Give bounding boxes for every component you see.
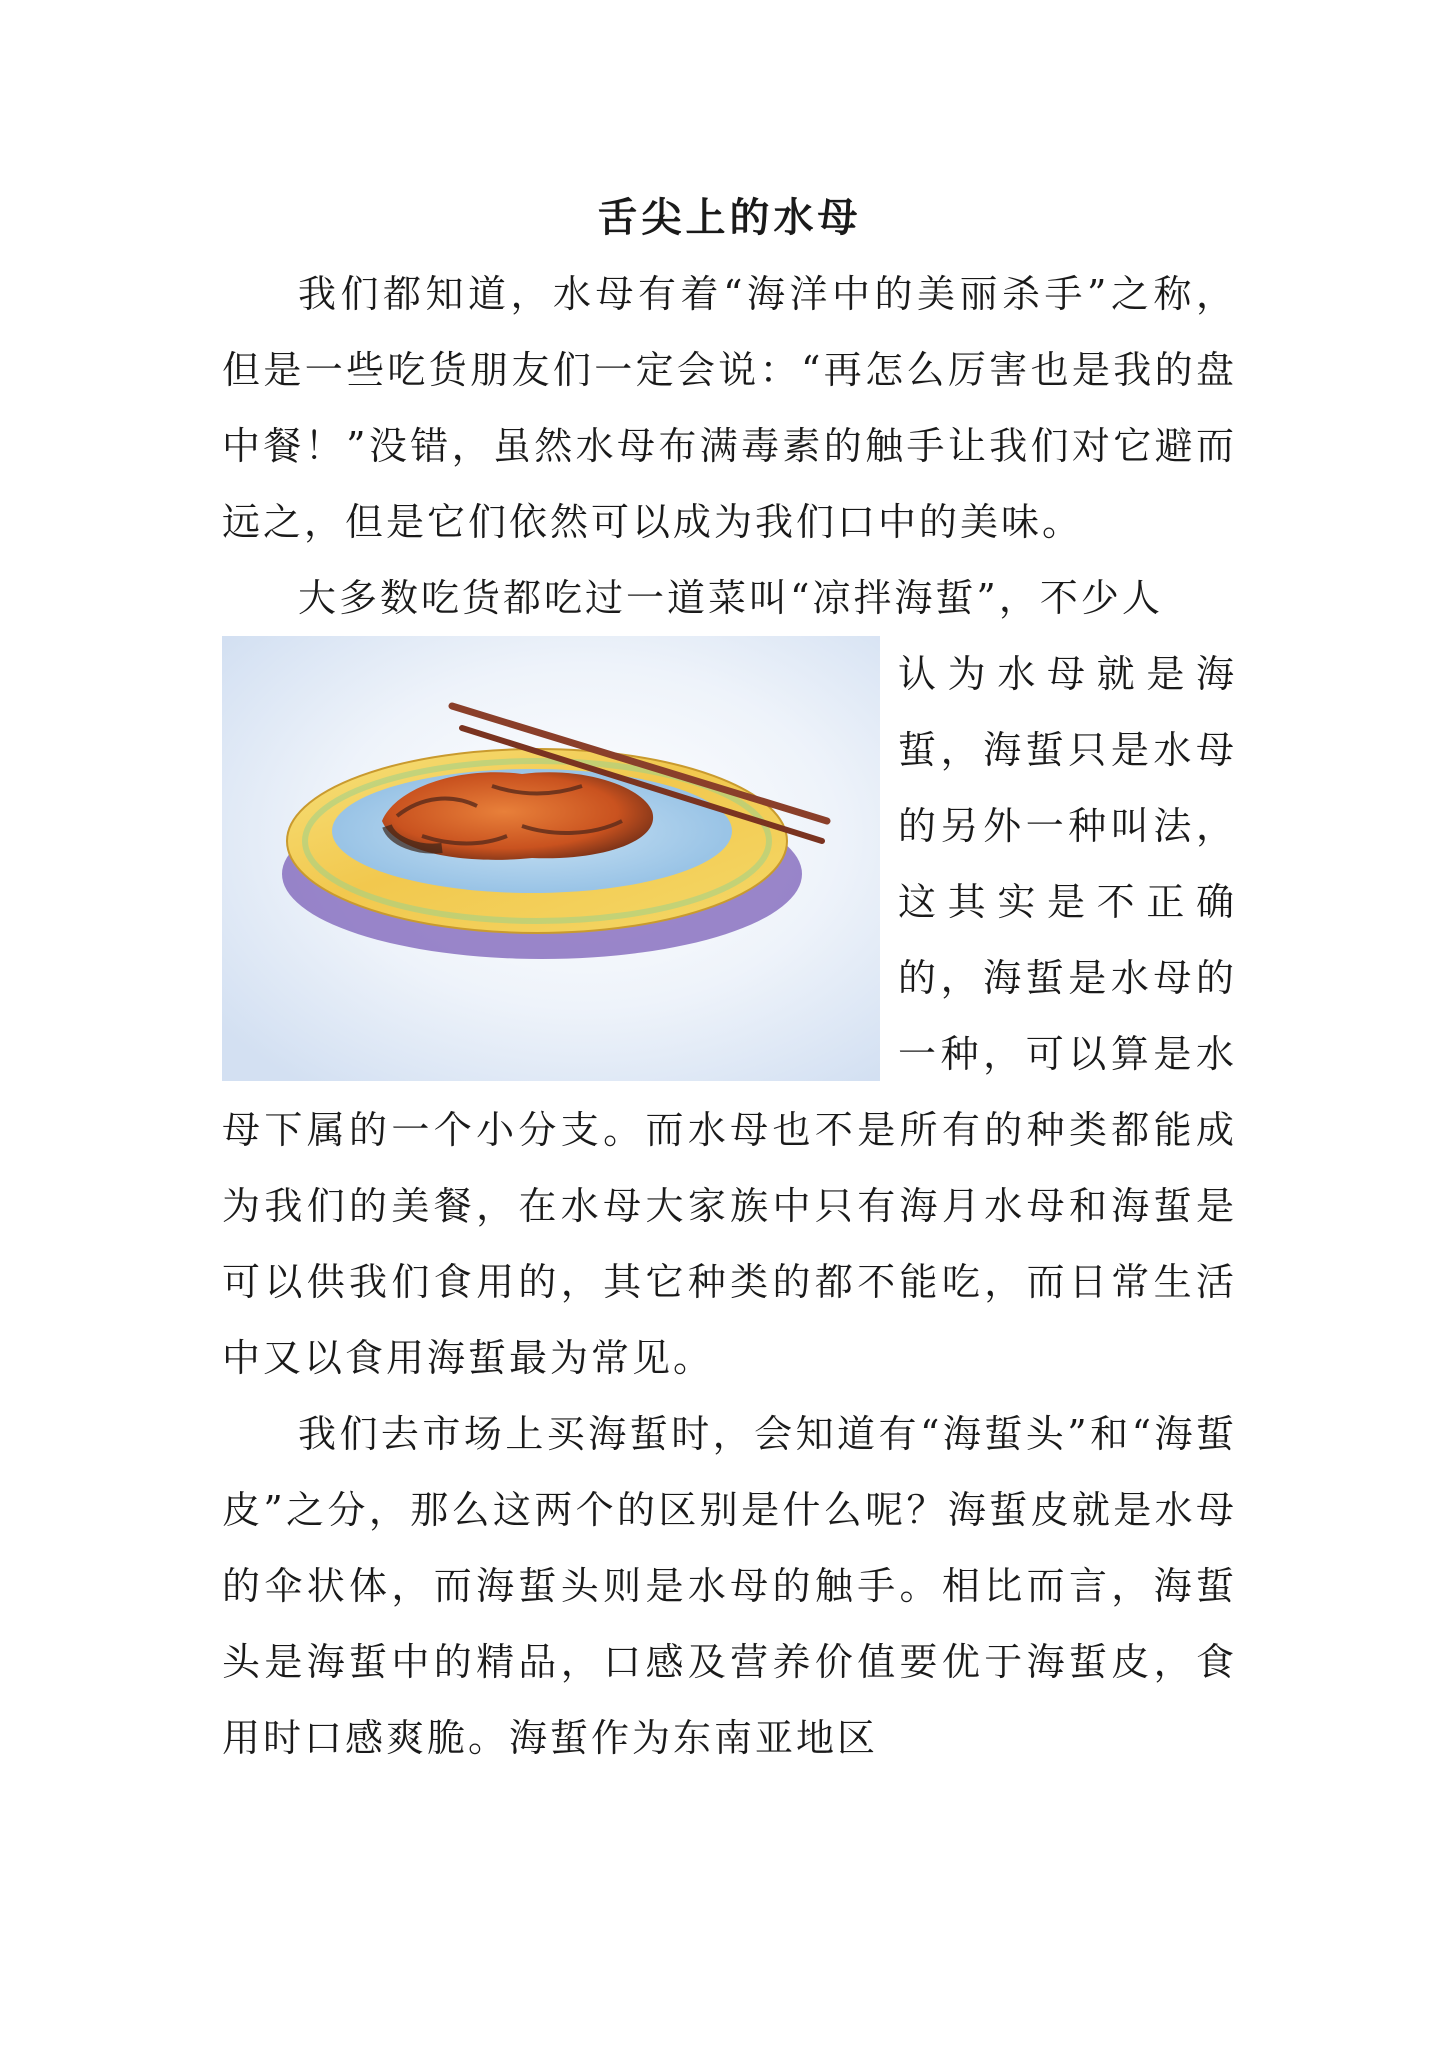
jellyfish-salad-illustration: [222, 636, 880, 1081]
paragraph-3: 我们去市场上买海蜇时，会知道有“海蜇头”和“海蜇皮”之分，那么这两个的区别是什么呢？海蜇皮就是水母的伞状体，而海蜇头则是水母的触手。相比而言，海蜇头是海蜇中的精品，口感及营养价值要优于海蜇皮，食用时口感爽脆。海蜇作为东南亚地区: [222, 1412, 1237, 1760]
paragraph-1: 我们都知道，水母有着“海洋中的美丽杀手”之称，但是一些吃货朋友们一定会说：“再怎么厉害也是我的盘中餐！”没错，虽然水母布满毒素的触手让我们对它避而远之，但是它们依然可以成为我们口中的美味。: [222, 272, 1237, 544]
document-page: [222, 180, 1237, 1776]
paragraph-2-intro: 大多数吃货都吃过一道菜叫“凉拌海蜇”，不少人: [298, 576, 1163, 620]
article-title: 舌尖上的水母: [597, 194, 862, 241]
paragraph-2-continued: 认为水母就是海蜇，海蜇只是水母的另外一种叫法，这其实是不正确的，海蜇是水母的一种，可以算是水母下属的一个小分支。而水母也不是所有的种类都能成为我们的美餐，在水母大家族中只有海月水母和海蜇是可以供我们食用的，其它种类的都不能吃，而日常生活中又以食用海蜇最为常见。: [222, 652, 1237, 1380]
